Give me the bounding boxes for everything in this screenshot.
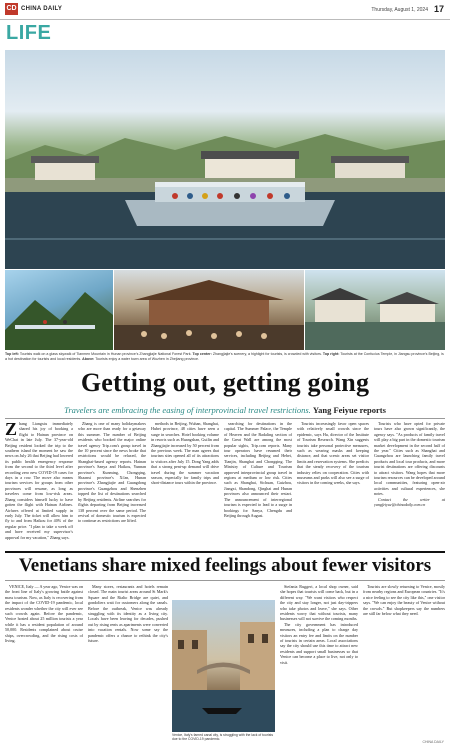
article2-column-1 (5, 584, 83, 738)
article1-column-5 (297, 421, 369, 549)
photo-caption (5, 352, 445, 361)
article2-column-4 (363, 584, 445, 738)
section-divider (5, 551, 445, 553)
second-headline: Venetians share mixed feelings about fewer visitors (18, 555, 432, 576)
article1-text-2: Zhang is one of many holidaymakers who are more than ready for a getaway this summer. The number of Beijing residents who booked the major online travel agency Trip.com's group travel in the 10 percent since the news broke that restrictions would be relaxed, the Shanghai-based agency reports. Hainan province's Sanya and Haikou, Yunnan province's Kunming, Chongqing, Shaanxi province's Xi'an, Hunan province's Zhangjiajie and Guangdong province's Guangzhou and Shenzhen topped the list of destinations searched by Beijing residents. Airline searches for flights departing from Beijing increased 138 percent over the same period. The revival of domestic tourism is expected to continue as restrictions are lifted. (78, 421, 146, 524)
tourist-boat-scene-icon (5, 50, 445, 269)
crowd-temple-icon (114, 270, 304, 350)
article1-text-3: methods in Beijing, Wuhan, Shanghai, Hubei province, 48 cities have seen a surge in searches. Hotel booking volume in resorts such as Huangshan, Guilin and Zhangjiajie increased by 50 percent from the previous week. The man agrees that tourism sites opened all of its attractions to visitors after July 15. Dong Yang adds that a strong pent-up demand will drive travel during the summer vacation season, especially for family trips and short-distance tours within the province. (151, 421, 219, 486)
caption-lead-3: Top right: (322, 352, 340, 356)
masthead (0, 0, 450, 20)
article1-column-2 (78, 421, 146, 549)
caption-text-4: Tourists enjoy a water town area of Wuzhen in Zhejiang province. (95, 356, 200, 361)
article2-text-2: Many stores, restaurants and hotels remain closed. The main tourist areas around St Mark's Square and the Rialto Bridge are quiet, and gondoliers wait for customers along the canals. Before the outbreak, Venice was already struggling with its identity as a living city. Locals have been leaving for decades, pushed out by rising rents as apartments were converted into vacation rentals. Now some say the pandemic offers a chance to rethink the city's future. (88, 584, 168, 644)
article2-text-5: Tourists are slowly returning to Venice, mostly from nearby regions and European countries. "It's a nice feeling to see the city like this," one visitor says. "We can enjoy the beauty of Venice without the crowds." But shopkeepers say the numbers are still far below what they need. (363, 584, 445, 617)
page-number: 17 (433, 4, 444, 14)
section-title: LIFE (6, 22, 52, 44)
dropcap: Z (5, 421, 18, 439)
crowded-scenic-site-photo (114, 270, 304, 350)
divider-2 (5, 580, 445, 581)
issue-date: Thursday, August 1, 2024 (371, 7, 428, 13)
venice-caption: Venice, Italy's famed canal city, is struggling with the lack of tourists due to the COVID-19 pandemic. (172, 733, 274, 742)
venice-canal-icon (172, 600, 275, 732)
article1-column-3 (151, 421, 219, 549)
caption-text-3: Tourists at the Confucius Temple, in Jiangsu province's Beijing, is a hot destination for tourists and local residents. (5, 352, 444, 361)
writer-contact: Contact the writer at yangfeiyue@chinadaily.com.cn (374, 496, 445, 508)
main-headline: Getting out, getting going (80, 368, 370, 397)
tourist-boat-photo (5, 50, 445, 269)
confucius-temple-photo (305, 270, 445, 350)
photo-credit: CHINA DAILY (422, 740, 444, 744)
article1-column-6 (374, 421, 445, 549)
paper-name: CHINA DAILY (21, 6, 63, 12)
article1-column-4 (224, 421, 292, 549)
caption-text-1: Tourists walk on a glass skywalk of Tianmen Mountain in Hunan province's Zhangjiajie National Forest Park. (19, 352, 192, 356)
article2-column-2 (88, 584, 168, 738)
water-town-icon (305, 270, 445, 350)
caption-lead-2: Top center: (192, 352, 212, 356)
caption-text-2: Zhangjiajie's scenery, a highlight for tourists, is crowded with visitors. (212, 352, 322, 356)
article2-text-4: The city government has introduced measures, including a plan to charge day visitors an entry fee and limits on the number of tourists in certain areas. Local associations say the city should use this time to attract new residents and support small businesses so that Venice can become a place to live, not only to visit. (280, 621, 358, 665)
caption-lead-4: Above: (82, 356, 95, 361)
mountain-skywalk-icon (5, 270, 113, 350)
article1-column-1 (5, 421, 73, 549)
headline-deck (0, 405, 450, 415)
article1-text-5: Tourists increasingly favor open spaces with relatively small crowds since the epidemic, says Hu, director of the Institute of Tourism Research. Wang Xin suggests tourists take personal protective measures, such as wearing masks and keeping distance, and that scenic areas set visitor limits and reservation systems. She predicts that the steady recovery of the tourism industry relies on cooperation. Cities with museums and parks will also see a surge of visitors in the coming weeks, she says. (297, 421, 369, 486)
divider (5, 418, 445, 419)
deck-text: Travelers are embracing the easing of interprovincial travel restrictions. (64, 405, 311, 415)
caption-lead-1: Top left: (5, 352, 19, 356)
byline: Yang Feiyue reports (312, 405, 386, 415)
paper-logo (5, 3, 62, 15)
article1-text-1: hang Liangxiu immediately shared his joy of booking a flight to Hainan province on WeChat in late July. The 37-year-old Beijing resident looked the trip to the southern island the moment he saw the news on July 26 that Beijing had lowered its public health emergency response from the second to the third level after recording zero new COVID-19 cases for days in a row. The move also means tourism services for groups from other provinces will resume, as long as travelers come from low-risk areas. Zhang considers himself lucky to have gotten the flight with Hainan Airlines. Airfares offered at limited supply in early July. The ticket will allow him to fly to and from Haikou for 40% of the regular price. "I plan to take a week off and have received my supervisor's approval for my vacation," Zhang says. (5, 421, 73, 540)
article2-column-3 (280, 584, 358, 738)
glass-skywalk-photo (5, 270, 113, 350)
article2-text-3: Stefania Ruggeri, a local shop owner, said she hopes that tourists will come back, but in a different way. "We want visitors who respect the city and stay longer, not just day-trippers who take photos and leave," she says. Other residents worry that without tourists, many businesses will not survive the coming months. (280, 584, 358, 622)
article1-text-4: searching for destinations in the capital. The Summer Palace, the Temple of Heaven and the Badaling section of the Great Wall are among the most popular sights, Trip.com reports. Many tour operators have resumed their services, including Beijing and Hebei, Tianjin, Shanghai and Chongqing. The Ministry of Culture and Tourism approved interprovincial group travel in regions at medium or low risk. Cities such as Shanghai, Sichuan, Guizhou, Jiangxi, Shandong, Qinghai and Hunan provinces also announced their restart. The announcement of interregional tourism is expected to lead to a surge in bookings for Sanya, Chengdu and Beijing through August. (224, 421, 292, 518)
venice-canal-photo (172, 600, 275, 732)
logo-mark-icon: CD (5, 3, 18, 15)
article1-text-6: Tourists who have opted for private tours have also grown significantly, the agency says. "As products of family travel will play a big part in the domestic tourism market development in the second half of the year." Cities such as Shanghai and Guangzhou are launching family travel products and local tour products, and more tourist destinations are offering discounts to attract visitors. Wang hopes that more tourism resources can be developed around local communities, featuring open-air activities and cultural experiences, she notes. (374, 421, 445, 497)
footer (0, 740, 450, 747)
article2-text-1: VENICE, Italy — A year ago, Venice was on the front line of Italy's growing battle against mass tourism. Now, as Italy is recovering from the impact of the COVID-19 pandemic, local residents wonder whether the city will ever see such crowds again. Before the pandemic, Venice hosted about 25 million tourists a year while it has a resident population of around 50,000. Residents complained about cruise ships, overcrowding, and the rising costs of living. (5, 584, 83, 644)
